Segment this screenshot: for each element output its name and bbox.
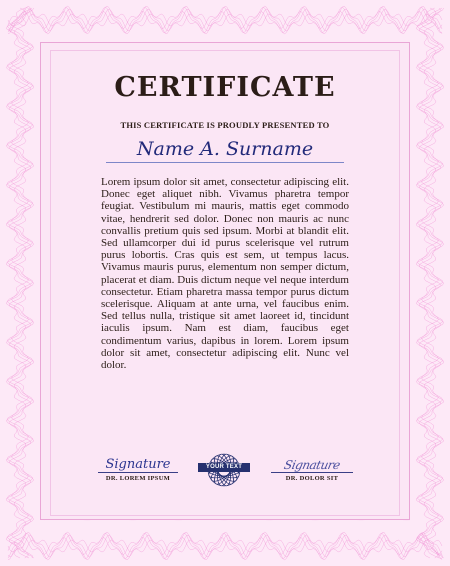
certificate-subtitle: THIS CERTIFICATE IS PROUDLY PRESENTED TO [120, 120, 330, 130]
signature-block-left [96, 458, 180, 482]
certificate-body-text: Lorem ipsum dolor sit amet, consectetur adipiscing elit. Donec eget aliquet nibh. Vivamus pharetra tempor feugiat. Vestibulum mi mauris, mattis eget commodo vitae, hendrerit sed dolor. Donec non mauris ac nunc convallis pretium quis sed ipsum. Morbi at blandit elit. Sed ullamcorper dui id purus scelerisque vel rutrum purus lobortis. Cras quis est sem, ut tempus lacus. Vivamus mauris purus, elementum non semper dictum, placerat et diam. Duis dictum neque vel neque interdum consectetur. Etiam pharetra massa tempor purus dictum scelerisque. Aliquam at ante urna, vel faucibus enim. Sed tellus nulla, tristique sit amet laoreet id, tincidunt iaculis ipsum. Nam est diam, faucibus eget condimentum varius, dapibus in lorem. Lorem ipsum dolor sit amet, consectetur adipiscing elit. Nunc vel dolor. [101, 176, 349, 372]
signature-block-right [268, 458, 356, 482]
seal-label: YOUR TEXT [198, 463, 250, 472]
signature-line-right [271, 472, 353, 473]
signature-script-right: Signature [282, 458, 342, 472]
certificate-title: CERTIFICATE [114, 72, 336, 103]
recipient-name: Name A. Surname [136, 138, 314, 160]
signature-script-left: Signature [105, 457, 171, 472]
signatory-name-right: DR. DOLOR SIT [285, 475, 339, 482]
recipient-underline [106, 162, 344, 163]
signatory-name-left: DR. LOREM IPSUM [105, 475, 171, 482]
signature-line-left [98, 472, 178, 473]
seal-emblem [198, 452, 250, 488]
